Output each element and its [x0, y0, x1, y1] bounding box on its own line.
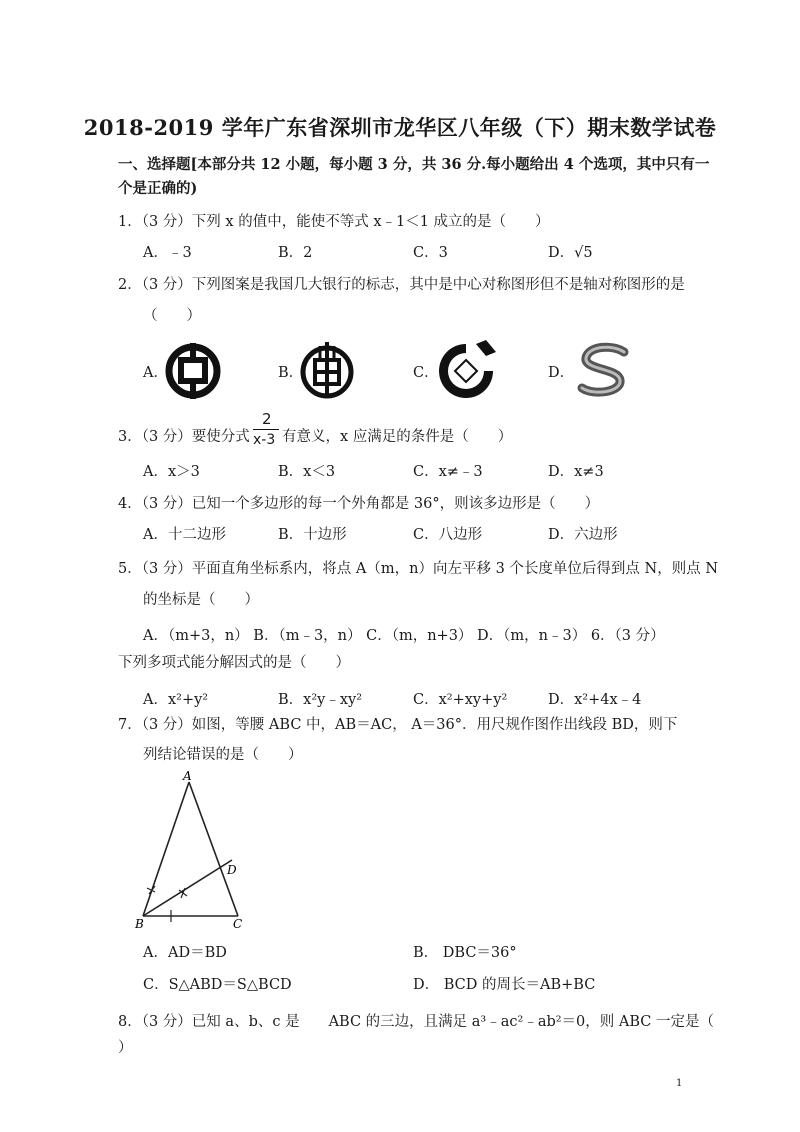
question-2-paren: （ ）	[143, 308, 201, 324]
q1-option-b: B．2	[278, 245, 313, 261]
q4-option-a: A．十二边形	[143, 527, 226, 543]
question-5-line2: 的坐标是（ ）	[143, 592, 259, 608]
q3-option-d: D．x≠3	[548, 464, 604, 480]
q4-option-b: B．十边形	[278, 527, 347, 543]
q6-option-b: B．x²y﹣xy²	[278, 692, 363, 708]
q2-label-b: B．	[278, 365, 304, 381]
question-5-line1: 5．（3 分）平面直角坐标系内，将点 A（m，n）向左平移 3 个长度单位后得到点 N，则点 N	[118, 561, 719, 577]
question-6-stem: 下列多项式能分解因式的是（ ）	[118, 655, 350, 671]
fig-label-b: B	[135, 917, 144, 930]
question-8-line2: ）	[118, 1040, 133, 1056]
question-1-stem: 1．（3 分）下列 x 的值中，能使不等式 x﹣1＜1 成立的是（ ）	[118, 214, 550, 230]
construction-bank-logo	[432, 338, 500, 404]
q1-option-d: D．√5	[548, 245, 593, 261]
question-3-prefix: 3．（3 分）要使分式	[118, 429, 250, 445]
q6-option-d: D．x²+4x﹣4	[548, 692, 642, 708]
fig-label-a: A	[183, 770, 192, 783]
triangle-figure	[135, 770, 250, 930]
question-7-line1: 7．（3 分）如图，等腰 ABC 中，AB＝AC， A＝36°．用尺规作图作出线段 BD，则下	[118, 717, 678, 733]
q1-option-c: C．3	[413, 245, 448, 261]
q3-fraction-denominator: x-3	[253, 432, 276, 448]
q3-fraction-bar	[253, 429, 279, 430]
q3-option-a: A．x＞3	[143, 464, 200, 480]
section-header-line2: 个是正确的)	[118, 180, 198, 197]
q7-option-a: A．AD＝BD	[143, 945, 227, 961]
q7-option-b: B． DBC＝36°	[413, 945, 517, 961]
q6-option-c: C．x²+xy+y²	[413, 692, 508, 708]
q2-label-c: C．	[413, 365, 439, 381]
question-7-line2: 列结论错误的是（ ）	[143, 747, 303, 763]
fig-label-c: C	[233, 917, 243, 930]
q7-option-c: C．S△ABD＝S△BCD	[143, 977, 292, 993]
q3-fraction-numerator: 2	[262, 410, 272, 428]
page-number: 1	[676, 1078, 683, 1089]
q1-option-a: A．﹣3	[143, 245, 192, 261]
question-4-stem: 4．（3 分）已知一个多边形的每一个外角都是 36°，则该多边形是（ ）	[118, 496, 600, 512]
fig-label-d: D	[227, 863, 237, 877]
q6-option-a: A．x²+y²	[143, 692, 209, 708]
question-8-line1: 8．（3 分）已知 a、b、c 是 ABC 的三边，且满足 a³﹣ac²﹣ab²＝0，则 ABC 一定是（	[118, 1014, 714, 1030]
question-2-stem: 2．（3 分）下列图案是我国几大银行的标志，其中是中心对称图形但不是轴对称图形的是	[118, 277, 685, 293]
q3-option-c: C．x≠﹣3	[413, 464, 483, 480]
bank-s-logo	[572, 342, 636, 400]
section-header-line1: 一、选择题[本部分共 12 小题，每小题 3 分，共 36 分.每小题给出 4 个选项，其中只有一	[118, 156, 710, 173]
agricultural-bank-logo	[297, 338, 357, 402]
q7-option-d: D． BCD 的周长＝AB+BC	[413, 977, 596, 993]
q3-option-b: B．x＜3	[278, 464, 336, 480]
q5-options-line: A．（m+3，n） B．（m﹣3，n） C．（m，n+3） D．（m，n﹣3） 6．（3 分）	[143, 628, 665, 644]
q2-label-d: D．	[548, 365, 575, 381]
bank-of-china-logo	[162, 340, 224, 402]
q4-option-d: D．六边形	[548, 527, 618, 543]
q4-option-c: C．八边形	[413, 527, 483, 543]
page-title: 2018-2019 学年广东省深圳市龙华区八年级（下）期末数学试卷	[83, 115, 717, 140]
q2-label-a: A．	[143, 365, 168, 381]
question-3-suffix: 有意义，x 应满足的条件是（ ）	[282, 429, 513, 445]
